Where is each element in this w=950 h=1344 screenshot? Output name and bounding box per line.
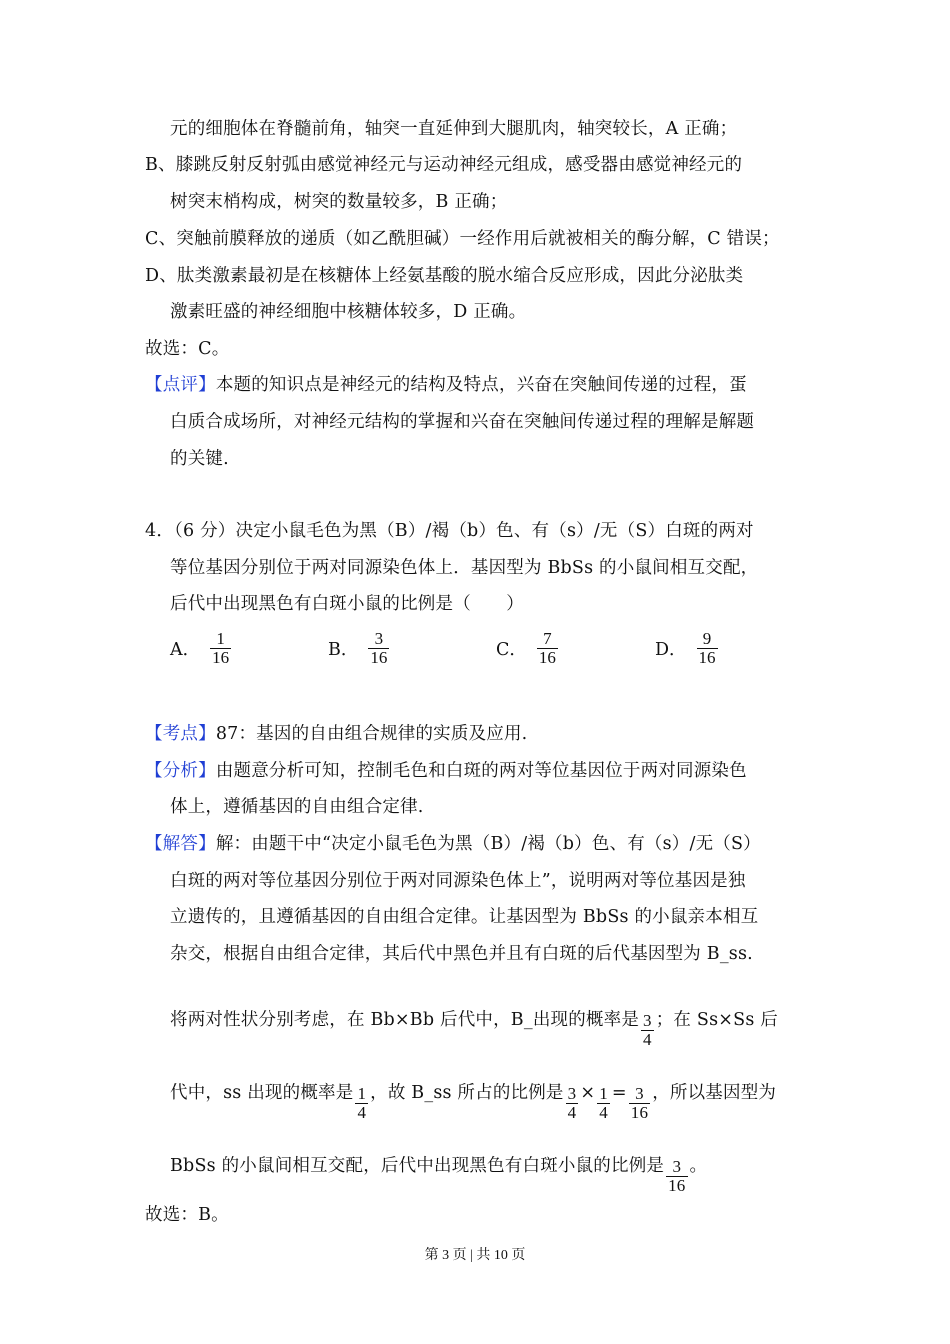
denominator: 4 [599, 1103, 608, 1122]
option-b [328, 630, 391, 667]
numerator: 3 [643, 1011, 652, 1030]
fenxi-text: 由题意分析可知，控制毛色和白斑的两对等位基因位于两对同源染色 [215, 761, 747, 781]
denominator: 16 [212, 648, 230, 667]
comment-line: 的关键. [170, 449, 229, 469]
denominator: 4 [567, 1103, 577, 1122]
question-stem-line: 等位基因分别位于两对同源染色体上．基因型为 BbSs 的小鼠间相互交配， [170, 558, 759, 578]
page-footer: 第 3 页 | 共 10 页 [424, 1248, 526, 1263]
option-label: D． [655, 640, 687, 660]
option-label: A． [170, 640, 201, 660]
option-label: B． [328, 640, 359, 660]
jieda-paragraph [145, 832, 761, 856]
equals-sign: = [611, 1083, 627, 1103]
question-stem-line: 后代中出现黑色有白斑小鼠的比例是（ ） [170, 594, 524, 614]
calc-text: ，故 B_ss 所占的比例是 [370, 1083, 564, 1103]
calc-text: 。 [689, 1156, 708, 1176]
numerator: 3 [567, 1084, 577, 1103]
jieda-line: 杂交，根据自由组合定律，其后代中黑色并且有白斑的后代基因型为 B_ss. [170, 944, 753, 964]
numerator: 3 [672, 1157, 682, 1176]
fenxi-line: 体上，遵循基因的自由组合定律. [170, 797, 424, 817]
question-number: 4． [145, 521, 175, 541]
jieda-line: 白斑的两对等位基因分别位于两对同源染色体上”，说明两对等位基因是独 [170, 871, 746, 891]
calc-text: 代中，ss 出现的概率是 [170, 1083, 354, 1103]
numerator: 3 [635, 1084, 644, 1103]
question-stem-text: （6 分）决定小鼠毛色为黑（B）/褐（b）色、有（s）/无（S）白斑的两对 [174, 521, 754, 541]
jieda-line: 立遗传的，且遵循基因的自由组合定律。让基因型为 BbSs 的小鼠亲本相互 [170, 907, 759, 927]
prev-solution-line: 元的细胞体在脊髓前角，轴突一直延伸到大腿肌肉，轴突较长，A 正确； [170, 119, 738, 139]
fenxi-tag: 【分析】 [145, 761, 216, 781]
prev-answer: 故选：C。 [145, 339, 230, 359]
prev-solution-line: B、膝跳反射反射弧由感觉神经元与运动神经元组成，感受器由感觉神经元的 [145, 155, 743, 175]
fraction [368, 630, 389, 667]
calc-text: ；在 Ss×Ss 后 [655, 1010, 778, 1030]
prev-solution-line: 激素旺盛的神经细胞中核糖体较多，D 正确。 [170, 302, 527, 322]
numerator: 9 [702, 629, 712, 648]
denominator: 4 [357, 1103, 367, 1122]
fraction [666, 1158, 687, 1195]
final-answer: 故选：B。 [145, 1205, 229, 1225]
option-c [496, 630, 560, 667]
fraction [597, 1085, 610, 1122]
calc-line-1 [170, 1002, 778, 1049]
calc-text: BbSs 的小鼠间相互交配，后代中出现黑色有白斑小鼠的比例是 [170, 1156, 665, 1176]
times-sign: × [580, 1083, 596, 1103]
fraction [697, 630, 718, 667]
denominator: 16 [668, 1176, 686, 1195]
denominator: 16 [698, 648, 716, 667]
fenxi-paragraph [145, 759, 747, 783]
option-a [170, 630, 233, 667]
numerator: 1 [599, 1084, 608, 1103]
fraction [641, 1012, 654, 1049]
kaodian-paragraph [145, 722, 527, 746]
numerator: 3 [374, 629, 384, 648]
comment-paragraph [145, 373, 747, 397]
fraction [629, 1085, 650, 1122]
fraction [210, 630, 231, 667]
calc-text: 将两对性状分别考虑，在 Bb×Bb 后代中，B_出现的概率是 [170, 1010, 640, 1030]
calc-line-2 [170, 1075, 777, 1122]
jieda-tag: 【解答】 [145, 834, 216, 854]
comment-text: 本题的知识点是神经元的结构及特点，兴奋在突触间传递的过程，蛋 [215, 375, 747, 395]
kaodian-text: 87：基因的自由组合规律的实质及应用. [215, 724, 528, 744]
question-stem [145, 519, 754, 543]
calc-line-3 [170, 1148, 708, 1195]
prev-solution-line: D、肽类激素最初是在核糖体上经氨基酸的脱水缩合反应形成，因此分泌肽类 [145, 266, 744, 286]
fraction [537, 630, 558, 667]
prev-solution-line: 树突末梢构成，树突的数量较多，B 正确； [170, 192, 508, 212]
fraction [566, 1085, 579, 1122]
denominator: 16 [370, 648, 388, 667]
numerator: 7 [543, 629, 552, 648]
numerator: 1 [216, 629, 225, 648]
denominator: 4 [643, 1030, 652, 1049]
fraction [355, 1085, 368, 1122]
prev-solution-line: C、突触前膜释放的递质（如乙酰胆碱）一经作用后就被相关的酶分解，C 错误； [145, 229, 780, 249]
kaodian-tag: 【考点】 [145, 724, 216, 744]
numerator: 1 [357, 1084, 367, 1103]
denominator: 16 [538, 648, 556, 667]
denominator: 16 [630, 1103, 649, 1122]
comment-tag: 【点评】 [145, 375, 216, 395]
jieda-text: 解：由题干中“决定小鼠毛色为黑（B）/褐（b）色、有（s）/无（S） [215, 834, 761, 854]
option-d [655, 630, 720, 667]
option-label: C． [496, 640, 527, 660]
comment-line: 白质合成场所，对神经元结构的掌握和兴奋在突触间传递过程的理解是解题 [170, 412, 755, 432]
calc-text: ，所以基因型为 [652, 1083, 777, 1103]
